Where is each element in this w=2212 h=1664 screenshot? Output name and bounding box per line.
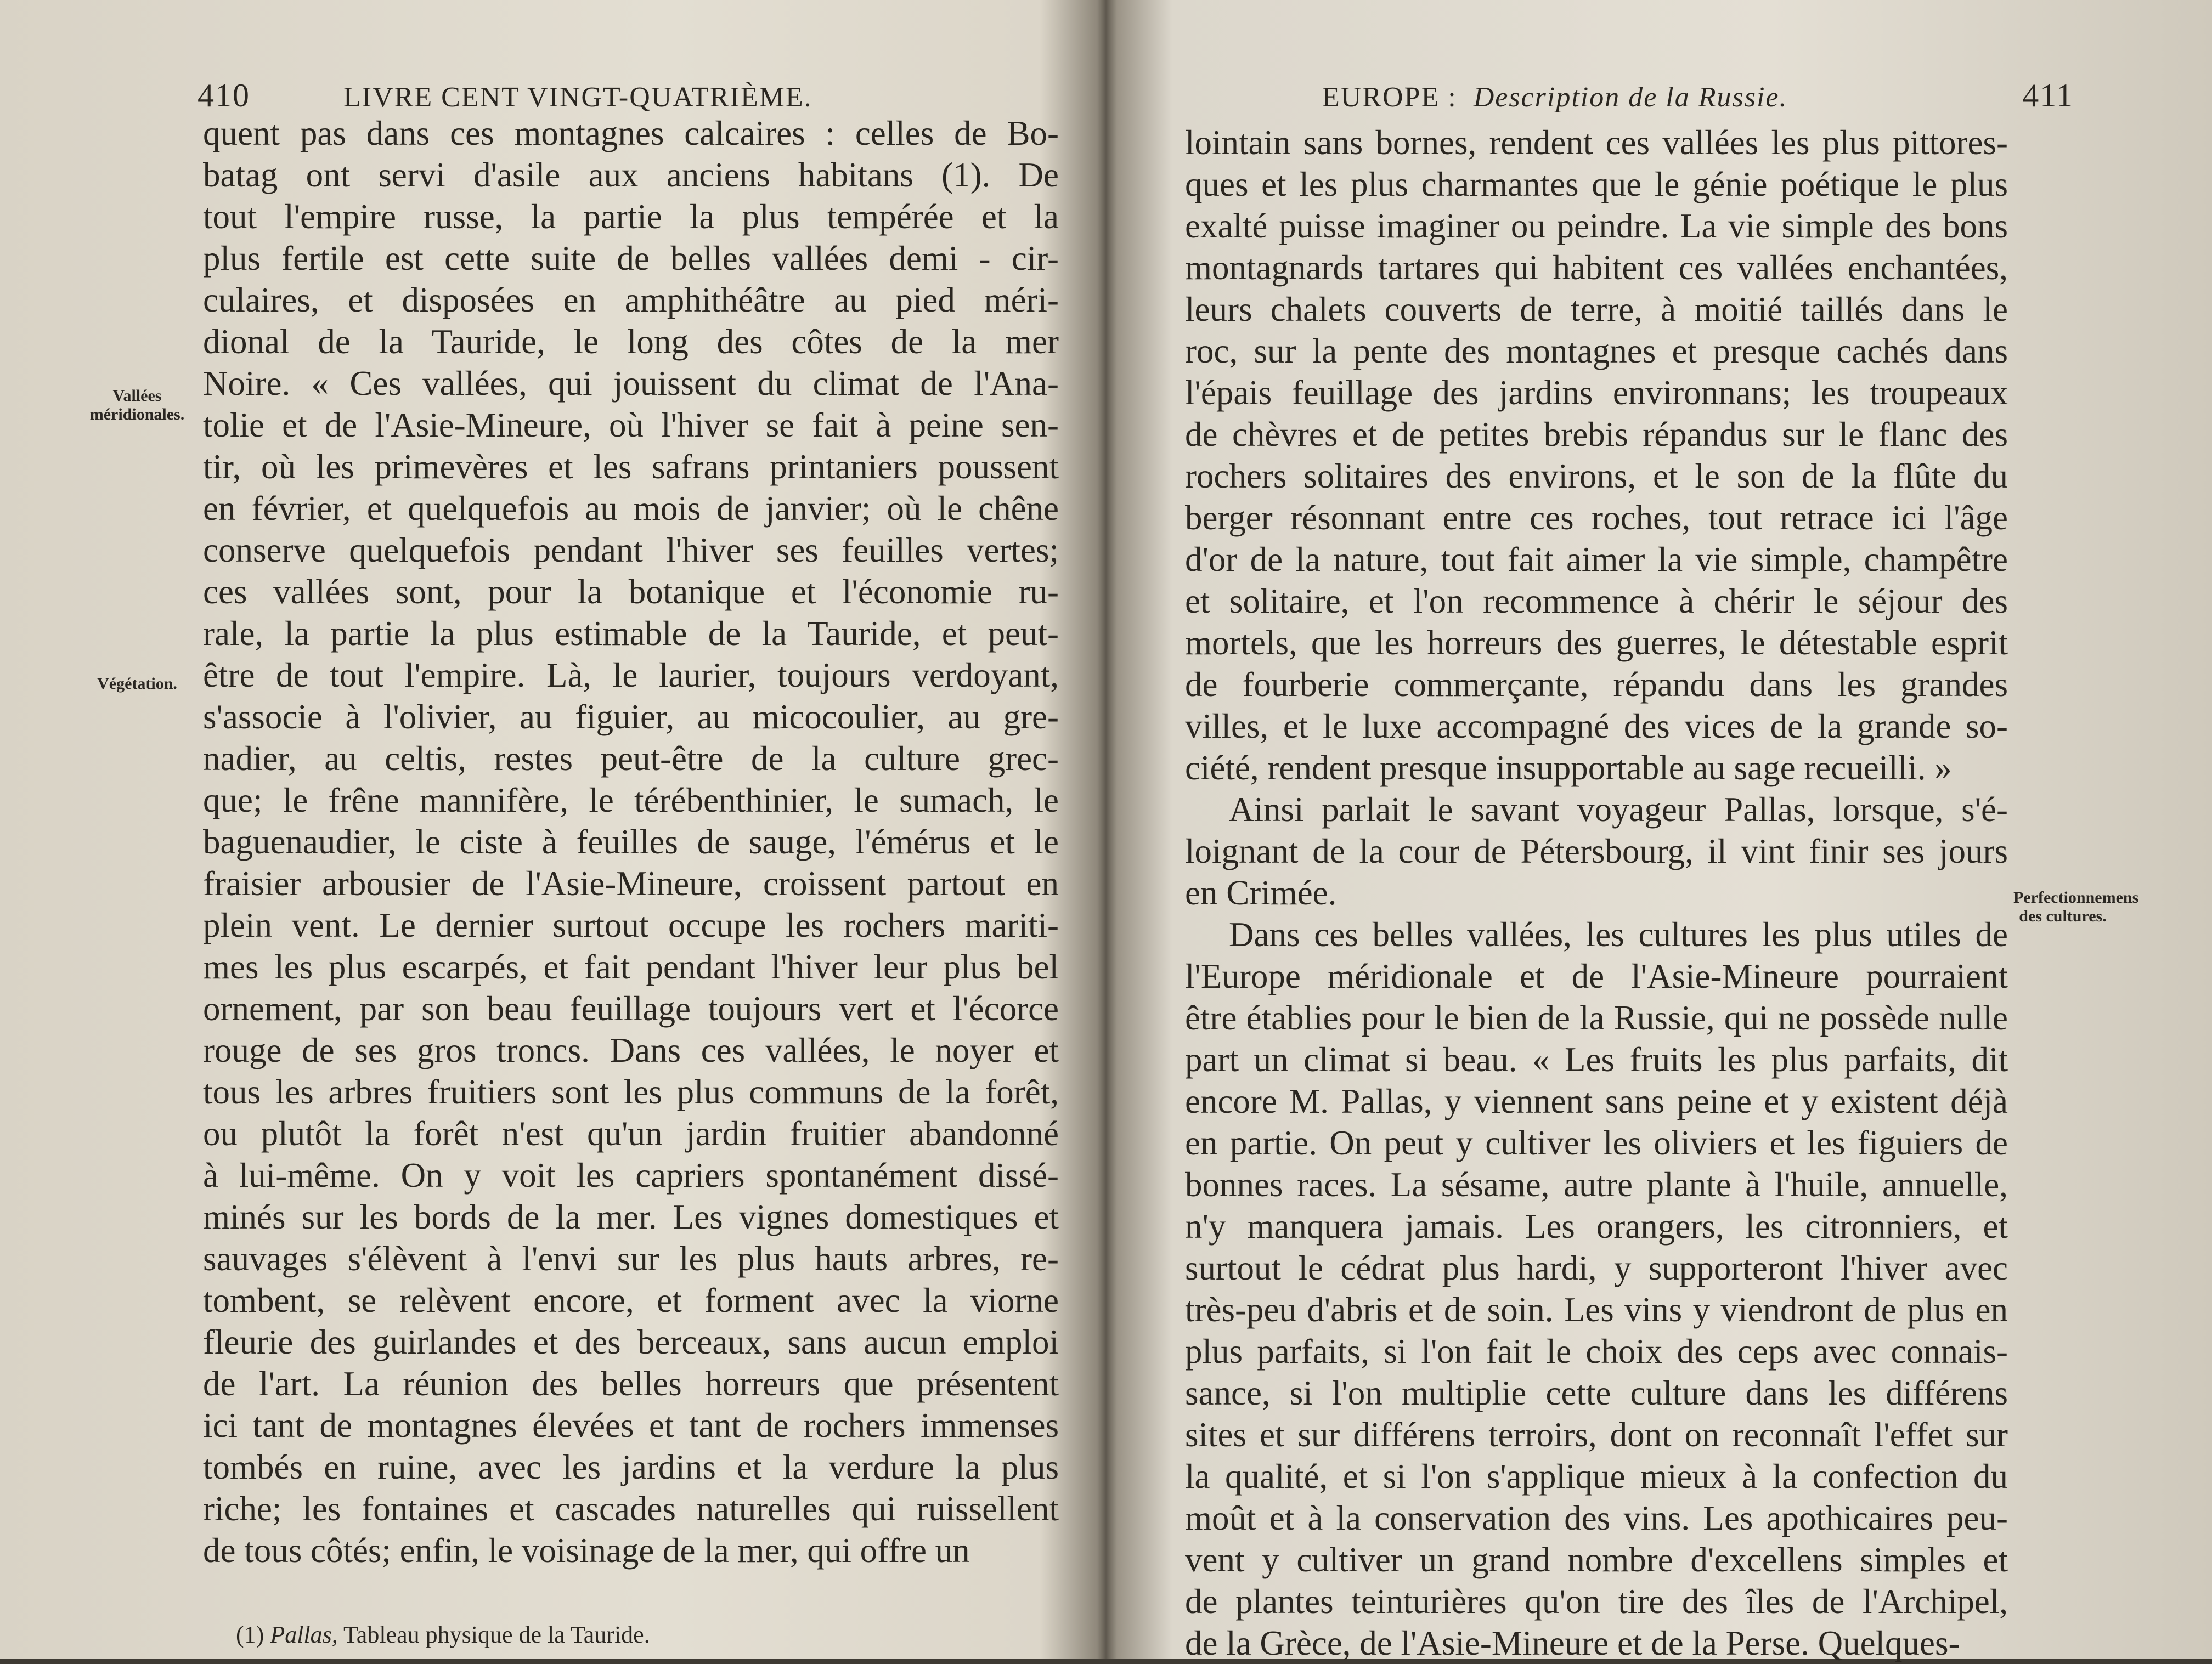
text-line: en février, et quelquefois au mois de janvier; où le chêne [203, 489, 1059, 528]
text-line: montagnards tartares qui habitent ces vallées enchantées, [1185, 248, 2008, 287]
text-line: ciété, rendent presque insupportable au sage recueilli. » [1185, 749, 1952, 787]
left-page-number: 410 [198, 77, 250, 114]
text-line: bonnes races. La sésame, autre plante à l'huile, annuelle, [1185, 1165, 2008, 1204]
text-line: fraisier arbousier de l'Asie-Mineure, croissent partout en [203, 864, 1059, 903]
text-line: être établies pour le bien de la Russie, qui ne possède nulle [1185, 999, 2008, 1037]
footnote-mark: (1) [236, 1621, 264, 1648]
text-line: n'y manquera jamais. Les orangers, les citronniers, et [1185, 1207, 2008, 1246]
text-line: dional de la Tauride, le long des côtes de la mer [203, 322, 1059, 361]
text-line: baguenaudier, le ciste à feuilles de sauge, l'émérus et le [203, 823, 1059, 861]
text-line: moût et à la conservation des vins. Les apothicaires peu- [1185, 1499, 2008, 1537]
text-line: villes, et le luxe accompagné des vices de la grande so- [1185, 707, 2008, 745]
text-line: roc, sur la pente des montagnes et presque cachés dans [1185, 332, 2008, 370]
text-line: de l'art. La réunion des belles horreurs que présentent [203, 1365, 1059, 1403]
text-line: rochers solitaires des environs, et le son de la flûte du [1185, 457, 2008, 495]
left-page [0, 0, 1103, 1659]
left-footnote [236, 1621, 1004, 1649]
text-line: être de tout l'empire. Là, le laurier, toujours verdoyant, [203, 656, 1059, 694]
text-line: loignant de la cour de Pétersbourg, il vint finir ses jours [1185, 832, 2008, 870]
text-line: tir, où les primevères et les safrans printaniers poussent [203, 448, 1059, 486]
text-line: vent y cultiver un grand nombre d'excellens simples et [1185, 1541, 2008, 1579]
text-line: fleurie des guirlandes et des berceaux, sans aucun emploi [203, 1323, 1059, 1361]
left-running-title: LIVRE CENT VINGT-QUATRIÈME. [343, 82, 812, 113]
text-line: plus parfaits, si l'on fait le choix des ceps avec connais- [1185, 1332, 2008, 1371]
text-line: lointain sans bornes, rendent ces vallées les plus pittores- [1185, 123, 2008, 162]
text-line: de la Grèce, de l'Asie-Mineure et de la Perse. Quelques- [1185, 1624, 1960, 1662]
footnote-author: Pallas, [270, 1621, 338, 1648]
text-line: exalté puisse imaginer ou peindre. La vie simple des bons [1185, 207, 2008, 245]
text-line: plus fertile est cette suite de belles vallées demi - cir- [203, 239, 1059, 278]
text-line: et solitaire, et l'on recommence à chérir le séjour des [1185, 582, 2008, 620]
text-line: ques et les plus charmantes que le génie poétique le plus [1185, 165, 2008, 203]
text-line: l'Europe méridionale et de l'Asie-Mineure pourraient [1185, 957, 2008, 995]
text-line: la qualité, et si l'on s'applique mieux à la confection du [1185, 1457, 2008, 1496]
margin-note-valleys: Vallées méridionales. [89, 387, 185, 423]
text-line: en Crimée. [1185, 874, 1337, 912]
text-line: rale, la partie la plus estimable de la Tauride, et peut- [203, 614, 1059, 653]
text-line: culaires, et disposées en amphithéâtre au pied méri- [203, 281, 1059, 319]
margin-note-vegetation: Végétation. [97, 675, 177, 693]
text-line: berger résonnant entre ces roches, tout retrace ici l'âge [1185, 499, 2008, 537]
text-line: à lui-même. On y voit les capriers spontanément dissé- [203, 1156, 1059, 1195]
text-line: de chèvres et de petites brebis répandus sur le flanc des [1185, 415, 2008, 454]
left-body-text [203, 112, 1059, 1571]
text-line: rouge de ses gros troncs. Dans ces vallées, le noyer et [203, 1031, 1059, 1069]
text-line: conserve quelquefois pendant l'hiver ses feuilles vertes; [203, 531, 1059, 569]
text-line: ces vallées sont, pour la botanique et l'économie ru- [203, 573, 1059, 611]
right-page-number: 411 [2022, 77, 2074, 114]
text-line: tolie et de l'Asie-Mineure, où l'hiver se fait à peine sen- [203, 406, 1059, 444]
text-line: leurs chalets couverts de terre, à moitié taillés dans le [1185, 290, 2008, 329]
text-line: Dans ces belles vallées, les cultures les plus utiles de [1229, 915, 2008, 954]
footnote-text: Tableau physique de la Tauride. [343, 1621, 650, 1648]
text-line: batag ont servi d'asile aux anciens habitans (1). De [203, 156, 1059, 194]
text-line: Ainsi parlait le savant voyageur Pallas, lorsque, s'é- [1229, 790, 2008, 829]
text-line: en partie. On peut y cultiver les oliviers et les figuiers de [1185, 1124, 2008, 1162]
text-line: ou plutôt la forêt n'est qu'un jardin fruitier abandonné [203, 1114, 1059, 1153]
text-line: surtout le cédrat plus hardi, y supporteront l'hiver avec [1185, 1249, 2008, 1287]
text-line: nadier, au celtis, restes peut-être de la culture grec- [203, 739, 1059, 778]
text-line: tombent, se relèvent encore, et forment avec la viorne [203, 1281, 1059, 1320]
text-line: part un climat si beau. « Les fruits les plus parfaits, dit [1185, 1040, 2008, 1079]
text-line: très-peu d'abris et de soin. Les vins y viendront de plus en [1185, 1291, 2008, 1329]
right-running-head [1322, 77, 2074, 121]
right-running-section: EUROPE : [1322, 82, 1457, 113]
text-line: que; le frêne mannifère, le térébenthinier, le sumach, le [203, 781, 1059, 819]
text-line: sauvages s'élèvent à l'envi sur les plus hauts arbres, re- [203, 1239, 1059, 1278]
text-line: minés sur les bords de la mer. Les vignes domestiques et [203, 1198, 1059, 1236]
text-line: mortels, que les horreurs des guerres, le détestable esprit [1185, 624, 2008, 662]
margin-note-cultures: Perfectionnemens des cultures. [2013, 888, 2139, 925]
text-line: de fourberie commerçante, répandu dans les grandes [1185, 665, 2008, 704]
right-running-title: Description de la Russie. [1473, 82, 1788, 113]
text-line: riche; les fontaines et cascades naturelles qui ruissellent [203, 1490, 1059, 1528]
text-line: s'associe à l'olivier, au figuier, au micocoulier, au gre- [203, 698, 1059, 736]
text-line: tombés en ruine, avec les jardins et la verdure la plus [203, 1448, 1059, 1486]
text-line: mes les plus escarpés, et fait pendant l'hiver leur plus bel [203, 948, 1059, 986]
text-line: sance, si l'on multiplie cette culture dans les différens [1185, 1374, 2008, 1412]
right-body-text [1185, 122, 2008, 1664]
text-line: l'épais feuillage des jardins environnans; les troupeaux [1185, 373, 2008, 412]
text-line: de plantes teinturières qu'on tire des îles de l'Archipel, [1185, 1582, 2008, 1621]
text-line: de tous côtés; enfin, le voisinage de la mer, qui offre un [203, 1531, 970, 1570]
right-page [1125, 0, 2212, 1662]
text-line: d'or de la nature, tout fait aimer la vie simple, champêtre [1185, 540, 2008, 579]
text-line: Noire. « Ces vallées, qui jouissent du climat de l'Ana- [203, 364, 1059, 403]
text-line: ici tant de montagnes élevées et tant de rochers immenses [203, 1406, 1059, 1445]
text-line: tous les arbres fruitiers sont les plus communs de la forêt, [203, 1073, 1059, 1111]
text-line: plein vent. Le dernier surtout occupe les rochers mariti- [203, 906, 1059, 944]
text-line: sites et sur différens terroirs, dont on reconnaît l'effet sur [1185, 1416, 2008, 1454]
text-line: ornement, par son beau feuillage toujours vert et l'écorce [203, 989, 1059, 1028]
text-line: encore M. Pallas, y viennent sans peine et y existent déjà [1185, 1082, 2008, 1120]
text-line: tout l'empire russe, la partie la plus tempérée et la [203, 197, 1059, 236]
text-line: quent pas dans ces montagnes calcaires : celles de Bo- [203, 114, 1059, 152]
